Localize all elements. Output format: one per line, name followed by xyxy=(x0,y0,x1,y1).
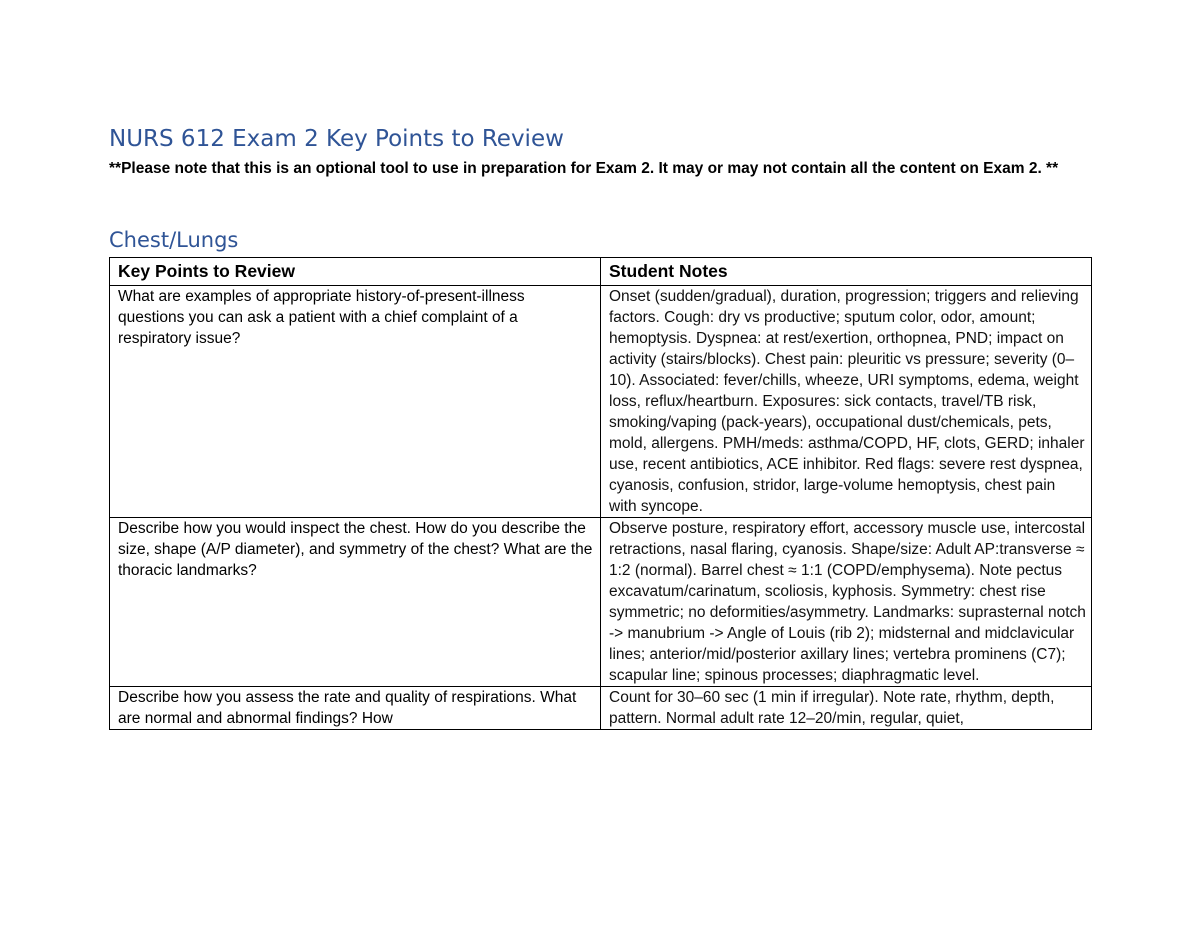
table-row xyxy=(110,687,1092,730)
header-key-points: Key Points to Review xyxy=(110,258,601,286)
key-points-table xyxy=(109,257,1092,730)
table-row xyxy=(110,286,1092,518)
notes-cell: Onset (sudden/gradual), duration, progression; triggers and relieving factors. Cough: dry vs productive; sputum color, odor, amount; hemoptysis. Dyspnea: at rest/exertion, orthopnea, PND; impact on activity (stairs/blocks). Chest pain: pleuritic vs pressure; severity (0–10). Associated: fever/chills, wheeze, URI symptoms, edema, weight loss, reflux/heartburn. Exposures: sick contacts, travel/TB risk, smoking/vaping (pack-years), occupational dust/chemicals, pets, mold, allergens. PMH/meds: asthma/COPD, HF, clots, GERD; inhaler use, recent antibiotics, ACE inhibitor. Red flags: severe rest dyspnea, cyanosis, confusion, stridor, large-volume hemoptysis, chest pain with syncope. xyxy=(601,286,1092,518)
question-cell: What are examples of appropriate history-of-present-illness questions you can ask a patient with a chief complaint of a respiratory issue? xyxy=(110,286,601,518)
page-title: NURS 612 Exam 2 Key Points to Review xyxy=(109,126,564,152)
question-cell: Describe how you would inspect the chest. How do you describe the size, shape (A/P diameter), and symmetry of the chest? What are the thoracic landmarks? xyxy=(110,518,601,687)
notes-text: Count for 30–60 sec (1 min if irregular). Note rate, rhythm, depth, pattern. Normal adult rate 12–20/min, regular, quiet, xyxy=(609,689,1055,727)
question-text: Describe how you assess the rate and quality of respirations. What are normal and abnormal findings? How xyxy=(118,689,577,727)
exam-disclaimer-note: **Please note that this is an optional tool to use in preparation for Exam 2. It may or may not contain all the content on Exam 2. ** xyxy=(109,160,1059,177)
header-student-notes: Student Notes xyxy=(601,258,1092,286)
table-header-row xyxy=(110,258,1092,286)
notes-cell xyxy=(601,687,1092,730)
table-row xyxy=(110,518,1092,687)
notes-cell: Observe posture, respiratory effort, accessory muscle use, intercostal retractions, nasal flaring, cyanosis. Shape/size: Adult AP:transverse ≈ 1:2 (normal). Barrel chest ≈ 1:1 (COPD/emphysema). Note pectus excavatum/carinatum, scoliosis, kyphosis. Symmetry: chest rise symmetric; no deformities/asymmetry. Landmarks: suprasternal notch -> manubrium -> Angle of Louis (rib 2); midsternal and midclavicular lines; anterior/mid/posterior axillary lines; vertebra prominens (C7); scapular line; spinous processes; diaphragmatic level. xyxy=(601,518,1092,687)
section-heading-chest-lungs: Chest/Lungs xyxy=(109,228,239,252)
question-cell xyxy=(110,687,601,730)
